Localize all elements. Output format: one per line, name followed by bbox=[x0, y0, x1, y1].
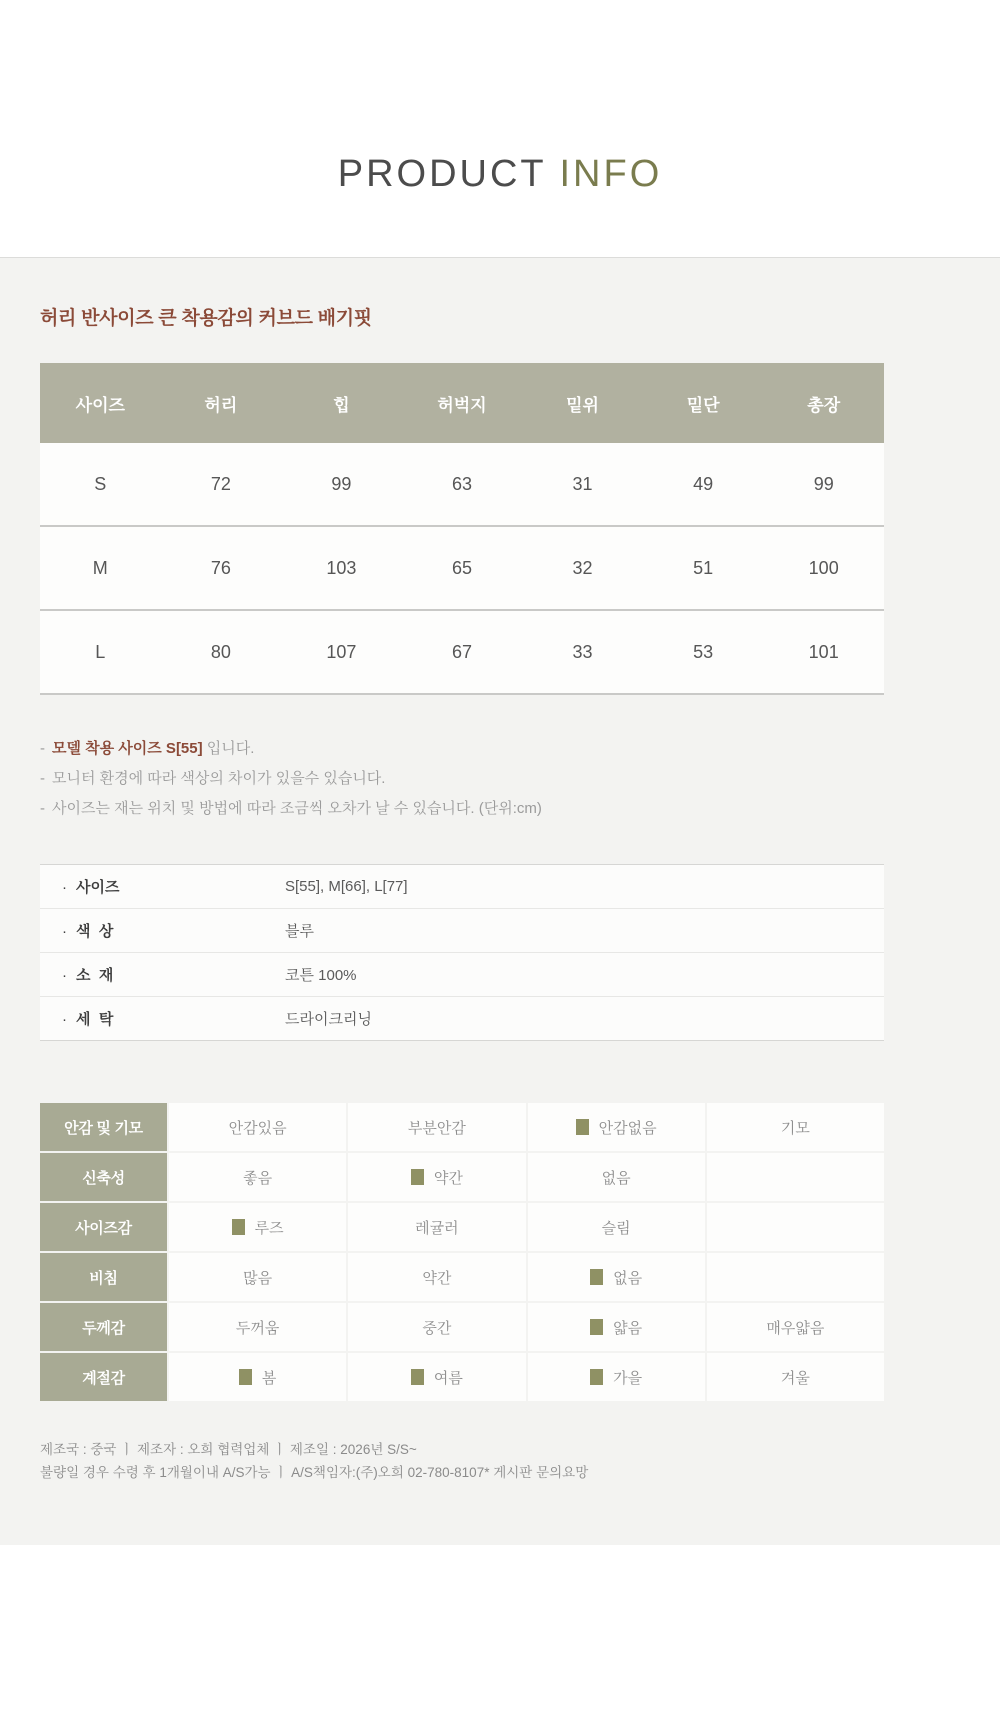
attr-option: 약간 bbox=[348, 1253, 525, 1301]
bullet-icon: · bbox=[62, 879, 67, 896]
size-value: 99 bbox=[813, 473, 834, 494]
attr-option-selected: 안감없음 bbox=[528, 1103, 705, 1151]
title-section bbox=[0, 0, 1000, 257]
attr-option: 레귤러 bbox=[348, 1203, 525, 1251]
attribute-grid bbox=[40, 1103, 884, 1401]
size-value: 49 bbox=[693, 473, 714, 494]
size-col-header: 허리 bbox=[204, 395, 238, 415]
size-value: 51 bbox=[693, 557, 714, 578]
size-value: 99 bbox=[331, 473, 352, 494]
detail-label: · 소 재 bbox=[62, 967, 114, 984]
attr-label: 안감 및 기모 bbox=[40, 1103, 167, 1151]
note-dash: - bbox=[40, 800, 45, 817]
attr-option: 안감있음 bbox=[169, 1103, 346, 1151]
size-name: M bbox=[92, 557, 108, 578]
selected-marker-icon bbox=[576, 1119, 589, 1135]
size-col-header: 총장 bbox=[807, 395, 841, 415]
manufacturer-line: 제조국 : 중국 ㅣ 제조자 : 오희 협력업체 ㅣ 제조일 : 2026년 S/S~ bbox=[40, 1442, 417, 1457]
content-section bbox=[0, 257, 1000, 1545]
size-value: 100 bbox=[808, 557, 839, 578]
size-name: S bbox=[94, 473, 107, 494]
note-dash: - bbox=[40, 740, 45, 757]
attr-option bbox=[707, 1253, 884, 1301]
detail-value: S[55], M[66], L[77] bbox=[285, 878, 408, 895]
note-text: 입니다. bbox=[202, 740, 255, 757]
notes-list bbox=[40, 739, 960, 818]
page-title-primary: PRODUCT bbox=[337, 153, 560, 195]
attr-option: 겨울 bbox=[707, 1353, 884, 1401]
size-name: L bbox=[95, 641, 106, 662]
table-row bbox=[40, 443, 884, 527]
attr-label: 계절감 bbox=[40, 1353, 167, 1401]
size-value: 107 bbox=[326, 641, 357, 662]
selected-marker-icon bbox=[590, 1269, 603, 1285]
detail-value: 드라이크리닝 bbox=[285, 1011, 372, 1028]
note-highlight: 모델 착용 사이즈 S[55] bbox=[52, 740, 203, 757]
note-text: 사이즈는 재는 위치 및 방법에 따라 조금씩 오차가 날 수 있습니다. (단위:cm) bbox=[52, 800, 542, 817]
size-col-header: 허벅지 bbox=[437, 395, 487, 415]
size-table-body bbox=[40, 443, 884, 695]
detail-label: · 세 탁 bbox=[62, 1011, 114, 1028]
page-title-accent: INFO bbox=[559, 153, 663, 195]
selected-marker-icon bbox=[232, 1219, 245, 1235]
attr-option: 매우얇음 bbox=[707, 1303, 884, 1351]
note-measurement bbox=[40, 799, 960, 818]
attr-option: 좋음 bbox=[169, 1153, 346, 1201]
bullet-icon: · bbox=[62, 967, 67, 984]
attr-label: 비침 bbox=[40, 1253, 167, 1301]
size-value: 103 bbox=[326, 557, 357, 578]
attr-label: 사이즈감 bbox=[40, 1203, 167, 1251]
size-value: 101 bbox=[808, 641, 839, 662]
size-value: 31 bbox=[572, 473, 593, 494]
attr-option: 부분안감 bbox=[348, 1103, 525, 1151]
detail-row-color bbox=[40, 909, 884, 953]
size-col-header: 밑위 bbox=[566, 395, 599, 415]
as-info-line: 불량일 경우 수령 후 1개월이내 A/S가능 ㅣ A/S책임자:(주)오희 02-780-8107* 게시판 문의요망 bbox=[40, 1465, 589, 1480]
attr-option: 두꺼움 bbox=[169, 1303, 346, 1351]
selected-marker-icon bbox=[239, 1369, 252, 1385]
detail-row-material bbox=[40, 953, 884, 997]
bullet-icon: · bbox=[62, 923, 67, 940]
product-details-table bbox=[40, 864, 884, 1041]
attr-option-selected: 없음 bbox=[528, 1253, 705, 1301]
attr-option-selected: 약간 bbox=[348, 1153, 525, 1201]
detail-label: · 색 상 bbox=[62, 923, 114, 940]
detail-value: 코튼 100% bbox=[285, 967, 357, 984]
attr-option: 기모 bbox=[707, 1103, 884, 1151]
size-value: 53 bbox=[693, 641, 714, 662]
attr-option bbox=[707, 1203, 884, 1251]
size-table bbox=[40, 363, 884, 695]
attr-option-selected: 얇음 bbox=[528, 1303, 705, 1351]
note-monitor bbox=[40, 769, 960, 788]
selected-marker-icon bbox=[590, 1369, 603, 1385]
product-tagline: 허리 반사이즈 큰 착용감의 커브드 배기핏 bbox=[40, 308, 372, 329]
attr-option bbox=[707, 1153, 884, 1201]
detail-value: 블루 bbox=[285, 923, 314, 940]
size-value: 32 bbox=[572, 557, 593, 578]
size-value: 80 bbox=[210, 641, 231, 662]
size-value: 65 bbox=[451, 557, 472, 578]
attr-label: 신축성 bbox=[40, 1153, 167, 1201]
size-col-header: 사이즈 bbox=[75, 395, 125, 415]
note-dash: - bbox=[40, 770, 45, 787]
attr-option-selected: 루즈 bbox=[169, 1203, 346, 1251]
size-value: 72 bbox=[210, 473, 231, 494]
attr-label: 두께감 bbox=[40, 1303, 167, 1351]
selected-marker-icon bbox=[411, 1169, 424, 1185]
note-text: 모니터 환경에 따라 색상의 차이가 있을수 있습니다. bbox=[52, 770, 386, 787]
selected-marker-icon bbox=[411, 1369, 424, 1385]
attr-option: 없음 bbox=[528, 1153, 705, 1201]
manufacturer-info bbox=[40, 1438, 960, 1484]
attr-option: 많음 bbox=[169, 1253, 346, 1301]
size-table-header bbox=[40, 363, 884, 443]
selected-marker-icon bbox=[590, 1319, 603, 1335]
attr-option-selected: 여름 bbox=[348, 1353, 525, 1401]
size-col-header: 밑단 bbox=[686, 395, 720, 415]
detail-label: · 사이즈 bbox=[62, 879, 120, 896]
attr-option-selected: 가을 bbox=[528, 1353, 705, 1401]
detail-row-care bbox=[40, 997, 884, 1040]
attr-option: 슬림 bbox=[528, 1203, 705, 1251]
note-model-size bbox=[40, 739, 960, 758]
detail-row-size bbox=[40, 865, 884, 909]
size-value: 33 bbox=[572, 641, 593, 662]
table-row bbox=[40, 611, 884, 695]
table-row bbox=[40, 527, 884, 611]
attr-option-selected: 봄 bbox=[169, 1353, 346, 1401]
page-title bbox=[338, 153, 663, 196]
bullet-icon: · bbox=[62, 1011, 67, 1028]
size-value: 63 bbox=[451, 473, 472, 494]
size-value: 67 bbox=[451, 641, 472, 662]
size-value: 76 bbox=[210, 557, 231, 578]
size-col-header: 힙 bbox=[333, 395, 350, 415]
attr-option: 중간 bbox=[348, 1303, 525, 1351]
